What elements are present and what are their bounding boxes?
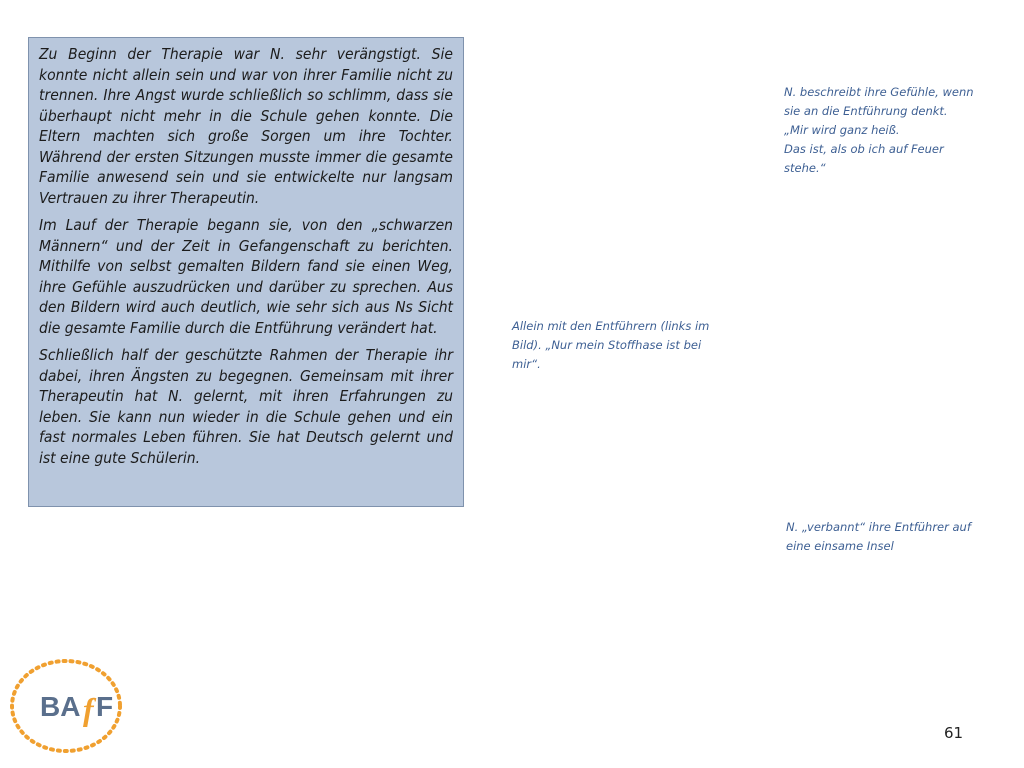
baff-logo <box>10 656 130 756</box>
main-text-box <box>28 37 464 507</box>
paragraph-2: Im Lauf der Therapie begann sie, von den „schwarzen Männern“ und der Zeit in Gefangenschaft zu berichten. Mithilfe von selbst gemalten Bildern fand sie einen Weg, ihre Gefühle auszudrücken und darüber zu sprechen. Aus den Bildern wird auch deutlich, wie sehr sich aus Ns Sicht die gesamte Familie durch die Entführung verändert hat. <box>39 216 453 337</box>
caption-line: N. beschreibt ihre Gefühle, wenn <box>784 85 974 99</box>
caption-line: Allein mit den Entführern (links im <box>512 319 710 333</box>
caption-feelings <box>784 83 984 178</box>
paragraph-3: Schließlich half der geschützte Rahmen der Therapie ihr dabei, ihren Ängsten zu begegnen. Gemeinsam mit ihrer Therapeutin hat N. gelernt, mit ihren Erfahrungen zu leben. Sie kann nun wieder in die Schule gehen und ein fast normales Leben führen. Sie hat Deutsch gelernt und ist eine gute Schülerin. <box>39 346 453 467</box>
caption-line: eine einsame Insel <box>786 539 894 553</box>
caption-line: mir“. <box>512 357 541 371</box>
caption-line: sie an die Entführung denkt. <box>784 104 948 118</box>
caption-line: „Mir wird ganz heiß. <box>784 123 900 137</box>
logo-letter-f-small: f <box>83 691 94 727</box>
caption-line: N. „verbannt“ ihre Entführer auf <box>786 520 971 534</box>
logo-letter-f: F <box>96 691 114 722</box>
page-number: 61 <box>944 724 964 742</box>
logo-letters-ba: BA <box>40 691 81 722</box>
caption-line: stehe.“ <box>784 161 826 175</box>
baff-logo-graphic <box>10 656 130 756</box>
caption-island <box>786 518 986 556</box>
paragraph-1: Zu Beginn der Therapie war N. sehr verängstigt. Sie konnte nicht allein sein und war von ihrer Familie nicht zu trennen. Ihre Angst wurde schließlich so schlimm, dass sie überhaupt nicht mehr in die Schule gehen konnte. Die Eltern machten sich große Sorgen um ihre Tochter. Während der ersten Sitzungen musste immer die gesamte Familie anwesend sein und sie entwickelte nur langsam Vertrauen zu ihrer Therapeutin. <box>39 45 453 207</box>
caption-line: Bild). „Nur mein Stoffhase ist bei <box>512 338 702 352</box>
caption-alone-with-kidnappers <box>512 317 722 374</box>
caption-line: Das ist, als ob ich auf Feuer <box>784 142 944 156</box>
